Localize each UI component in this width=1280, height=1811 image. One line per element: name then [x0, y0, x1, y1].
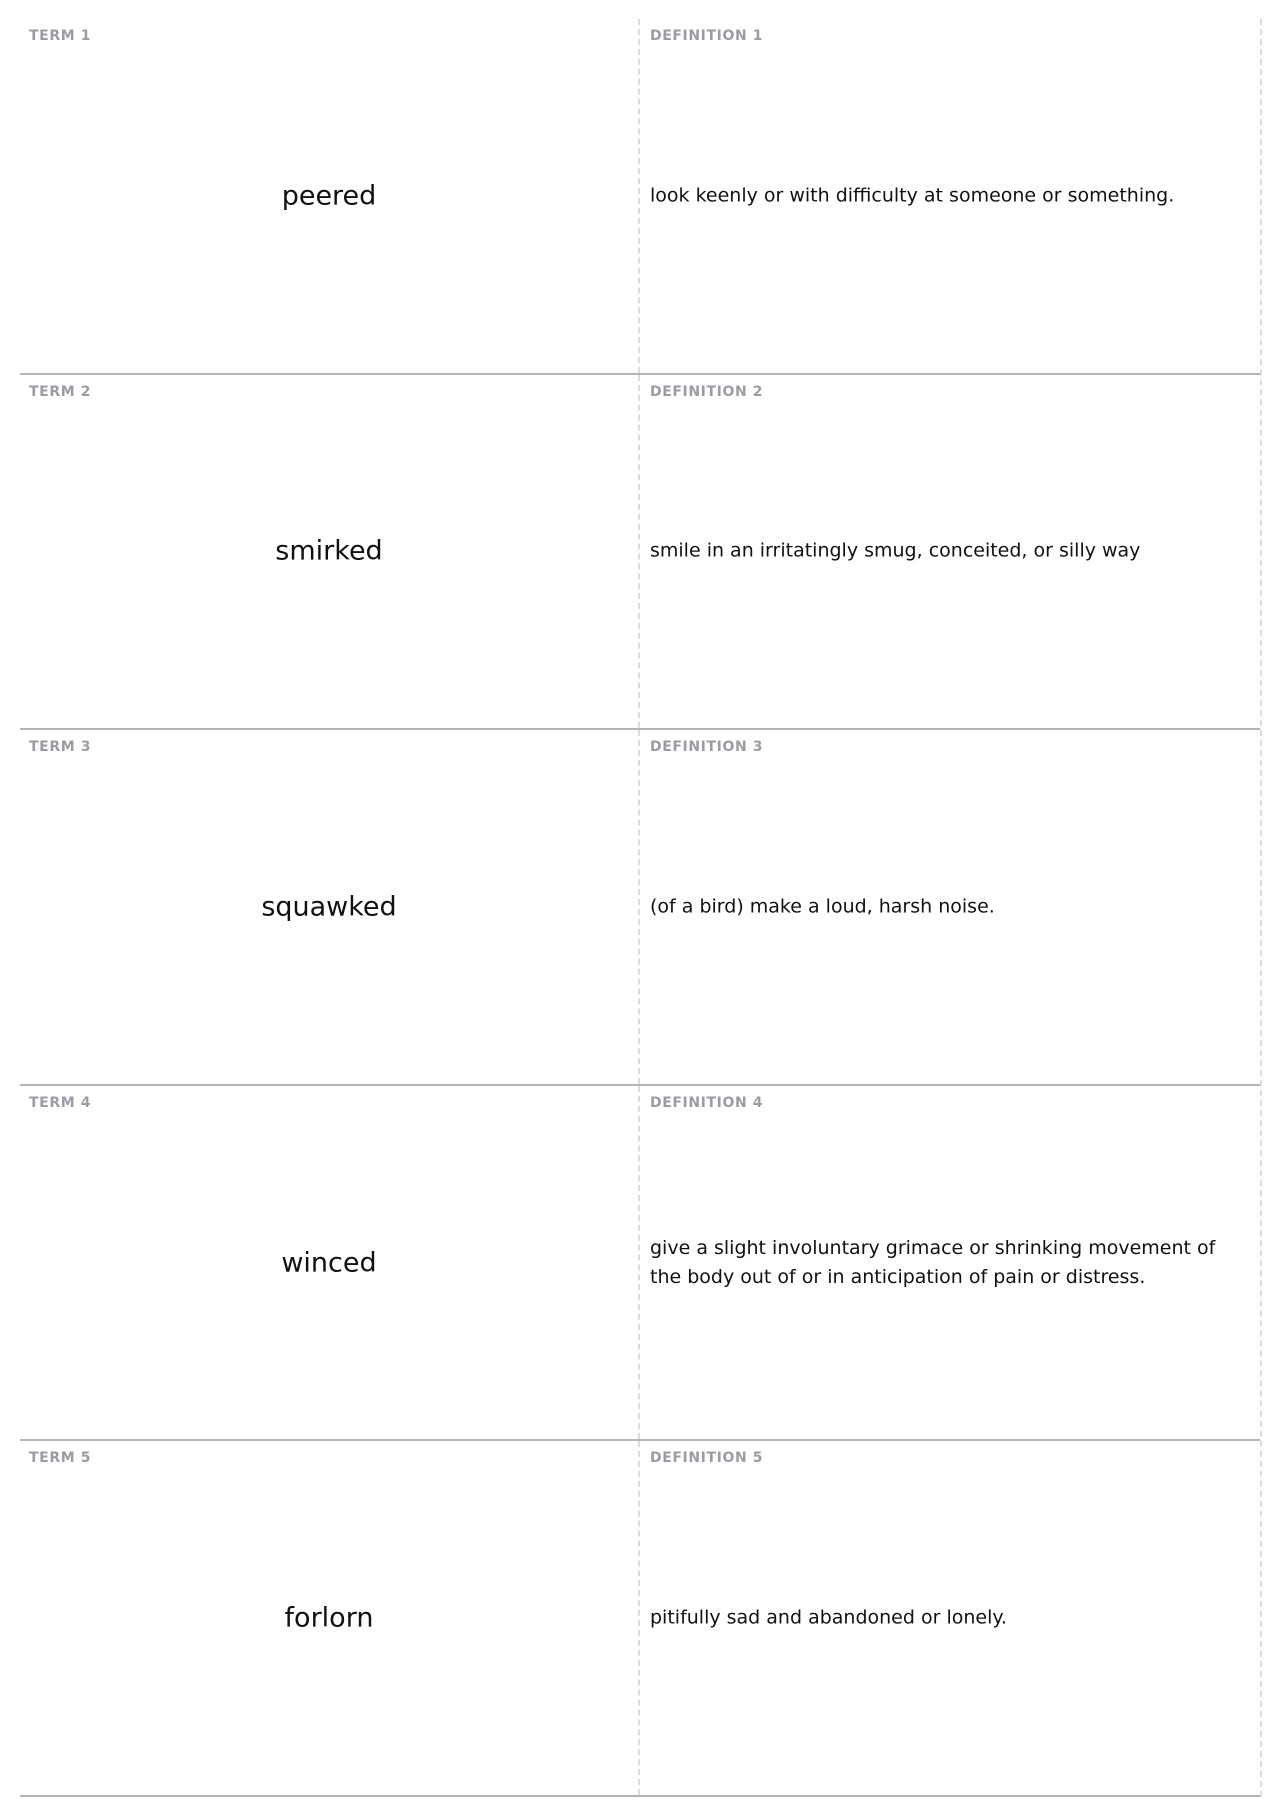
definition-label-3: DEFINITION 3: [650, 739, 764, 756]
definition-cell-2: [640, 375, 1260, 729]
flashcard-row-1: [20, 19, 1260, 375]
term-text-2: smirked: [275, 535, 383, 567]
definition-cell-5: [640, 1441, 1260, 1795]
flashcard-row-3: [20, 730, 1260, 1086]
term-cell-4: [20, 1086, 640, 1440]
term-label-2: TERM 2: [29, 383, 92, 400]
definition-label-4: DEFINITION 4: [650, 1094, 764, 1111]
definition-cell-4: [640, 1086, 1260, 1440]
flashcard-row-2: [20, 375, 1260, 731]
definition-text-4: give a slight involuntary grimace or shrinking movement of the body out of or in anticipation of pain or distress.: [650, 1236, 1216, 1288]
term-cell-5: [20, 1441, 640, 1795]
definition-text-2: smile in an irritatingly smug, conceited, or silly way: [650, 539, 1141, 562]
term-text-4: winced: [281, 1247, 377, 1279]
definition-label-2: DEFINITION 2: [650, 383, 764, 400]
flashcard-row-4: [20, 1086, 1260, 1442]
flashcard-row-5: [20, 1441, 1260, 1797]
term-text-1: peered: [281, 180, 377, 212]
term-cell-3: [20, 730, 640, 1084]
term-cell-2: [20, 375, 640, 729]
definition-text-1: look keenly or with difficulty at someone or something.: [650, 184, 1175, 207]
term-text-3: squawked: [261, 891, 397, 923]
term-label-5: TERM 5: [29, 1450, 92, 1467]
term-label-4: TERM 4: [29, 1094, 92, 1111]
definition-cell-3: [640, 730, 1260, 1084]
definition-text-5: pitifully sad and abandoned or lonely.: [650, 1606, 1007, 1629]
term-cell-1: [20, 19, 640, 373]
term-label-1: TERM 1: [29, 28, 92, 44]
term-text-5: forlorn: [284, 1602, 374, 1634]
definition-text-3: (of a bird) make a loud, harsh noise.: [650, 895, 995, 918]
flashcard-sheet: [20, 19, 1262, 1797]
definition-label-5: DEFINITION 5: [650, 1450, 764, 1467]
definition-cell-1: [640, 19, 1260, 373]
term-label-3: TERM 3: [29, 739, 92, 756]
definition-label-1: DEFINITION 1: [650, 28, 764, 44]
